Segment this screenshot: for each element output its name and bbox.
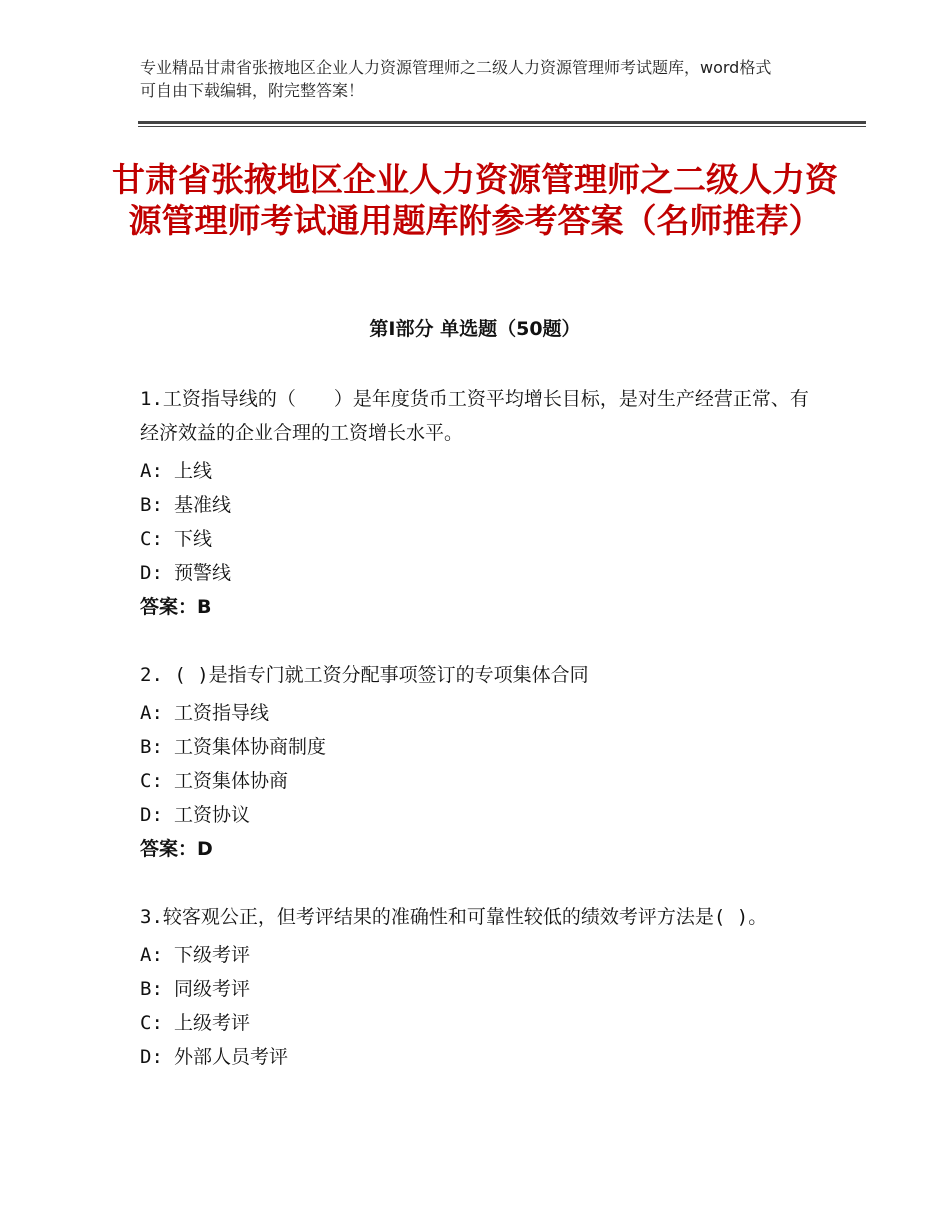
question-spacer [140, 624, 810, 658]
option-letter: A: [140, 460, 163, 482]
header-divider-thick [138, 121, 866, 124]
question-list [140, 382, 810, 1074]
option-text: 工资指导线 [174, 702, 270, 724]
option-text: 下级考评 [174, 944, 251, 966]
option-a [140, 696, 810, 730]
option-b [140, 730, 810, 764]
option-a [140, 454, 810, 488]
question-stem: 3.较客观公正，但考评结果的准确性和可靠性较低的绩效考评方法是( )。 [140, 906, 768, 928]
option-text: 工资集体协商 [174, 770, 289, 792]
option-c [140, 764, 810, 798]
option-letter: B: [140, 736, 163, 758]
option-b [140, 488, 810, 522]
option-letter: C: [140, 770, 163, 792]
option-text: 工资集体协商制度 [174, 736, 327, 758]
option-text: 工资协议 [174, 804, 251, 826]
option-letter: D: [140, 562, 163, 584]
question-stem: 1.工资指导线的（ ）是年度货币工资平均增长目标，是对生产经营正常、有经济效益的企业合理的工资增长水平。 [140, 388, 809, 444]
option-text: 外部人员考评 [174, 1046, 289, 1068]
option-letter: D: [140, 804, 163, 826]
option-letter: C: [140, 1012, 163, 1034]
option-text: 同级考评 [174, 978, 251, 1000]
option-letter: B: [140, 978, 163, 1000]
question-3 [140, 900, 810, 1074]
option-letter: C: [140, 528, 163, 550]
option-text: 上级考评 [174, 1012, 251, 1034]
option-text: 上线 [174, 460, 213, 482]
option-b [140, 972, 810, 1006]
question-spacer [140, 866, 810, 900]
option-letter: A: [140, 702, 163, 724]
option-letter: A: [140, 944, 163, 966]
option-text: 预警线 [174, 562, 232, 584]
option-d [140, 798, 810, 832]
option-d [140, 1040, 810, 1074]
option-letter: D: [140, 1046, 163, 1068]
option-a [140, 938, 810, 972]
option-letter: B: [140, 494, 163, 516]
option-c [140, 1006, 810, 1040]
section-heading: 第Ⅰ部分 单选题（50题） [369, 318, 581, 340]
header-divider-thin [138, 126, 866, 127]
question-2 [140, 658, 810, 866]
question-stem: 2. ( )是指专门就工资分配事项签订的专项集体合同 [140, 664, 589, 686]
question-1 [140, 382, 810, 624]
option-d [140, 556, 810, 590]
document-title: 甘肃省张掖地区企业人力资源管理师之二级人力资源管理师考试通用题库附参考答案（名师推荐） [112, 160, 838, 240]
answer-key: 答案：D [140, 838, 213, 860]
option-c [140, 522, 810, 556]
header-note: 专业精品甘肃省张掖地区企业人力资源管理师之二级人力资源管理师考试题库，word格式可自由下载编辑，附完整答案！ [140, 58, 772, 100]
option-text: 基准线 [174, 494, 232, 516]
answer-key: 答案：B [140, 596, 212, 618]
option-text: 下线 [174, 528, 213, 550]
